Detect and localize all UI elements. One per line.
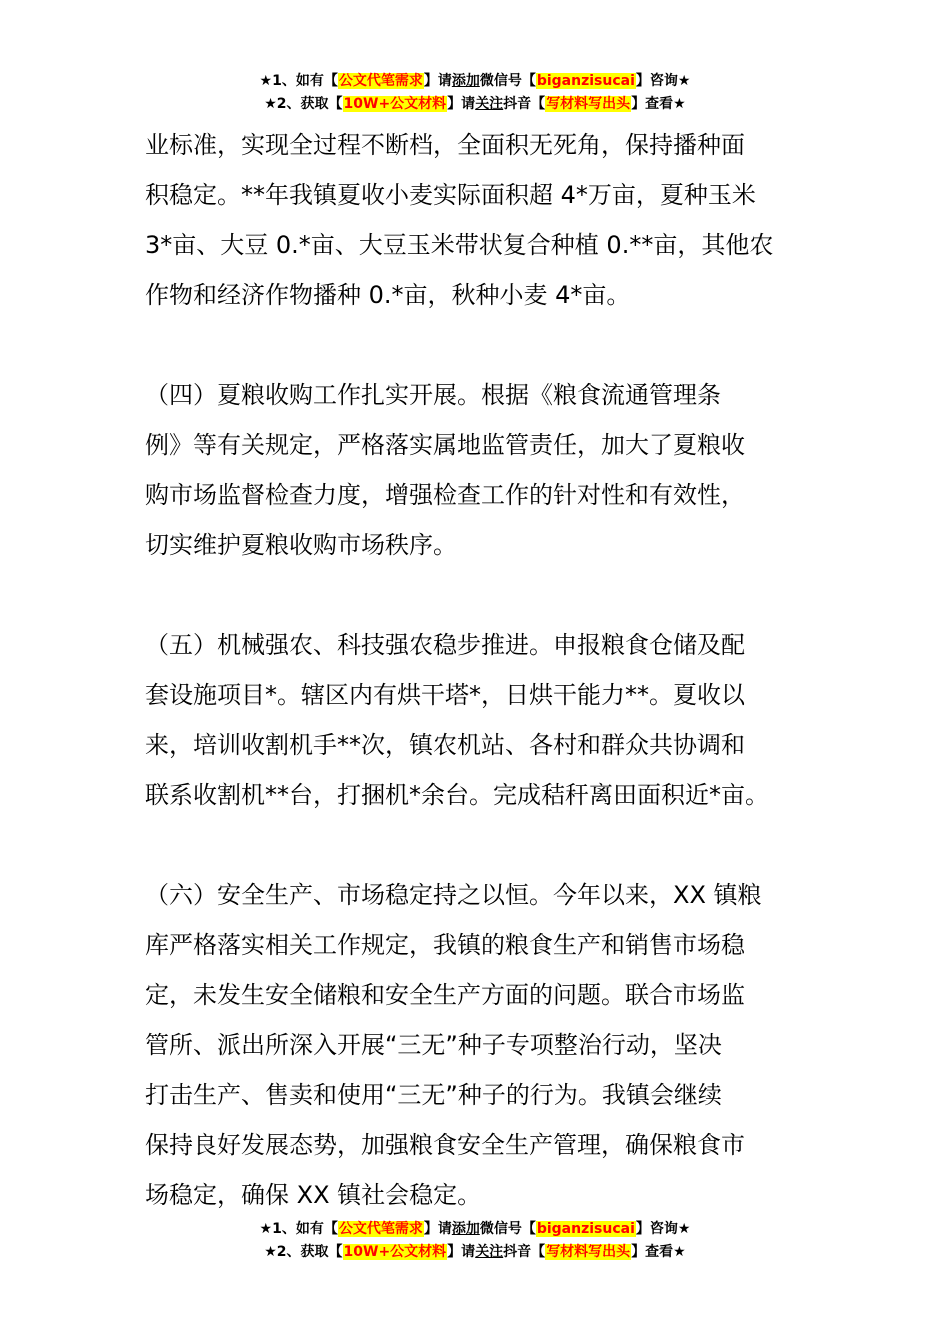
paragraph-safety-market: （六）安全生产、市场稳定持之以恒。今年以来，XX 镇粮 库严格落实相关工作规定，我镇的粮食生产和销售市场稳 定，未发生安全储粮和安全生产方面的问题。联合市场监 管所、派出所深入开展“三无”种子专项整治行动，坚决 打击生产、售卖和使用“三无”种子的行为。我镇会继续 保持良好发展态势，加强粮食安全生产管理，确保粮食市 场稳定，确保 XX 镇社会稳定。: [145, 881, 762, 1209]
highlight-douyin-account: 写材料写出头: [546, 96, 631, 112]
highlight-wechat-id: biganzisucai: [536, 73, 635, 89]
highlight-materials: 10W+公文材料: [343, 96, 447, 112]
banner-line-1: ★1、如有【公文代笔需求】请添加微信号【biganzisucai】咨询★: [259, 1221, 691, 1237]
footer-banner: [0, 1218, 950, 1264]
document-body: [145, 120, 815, 1220]
highlight-douyin-account: 写材料写出头: [546, 1244, 631, 1260]
highlight-wechat-id: biganzisucai: [536, 1221, 635, 1237]
header-banner: [0, 70, 950, 116]
paragraph-planting-area: 业标准，实现全过程不断档，全面积无死角，保持播种面 积稳定。**年我镇夏收小麦实际面积超 4*万亩，夏种玉米 3*亩、大豆 0.*亩、大豆玉米带状复合种植 0.**亩，其他农 作物和经济作物播种 0.*亩，秋种小麦 4*亩。: [145, 131, 774, 309]
highlight-ghostwriting: 公文代笔需求: [338, 1221, 423, 1237]
highlight-materials: 10W+公文材料: [343, 1244, 447, 1260]
paragraph-gap: [145, 820, 815, 870]
banner-line-2: ★2、获取【10W+公文材料】请关注抖音【写材料写出头】查看★: [264, 96, 686, 112]
paragraph-summer-grain-purchase: （四）夏粮收购工作扎实开展。根据《粮食流通管理条 例》等有关规定，严格落实属地监管责任，加大了夏粮收 购市场监督检查力度，增强检查工作的针对性和有效性， 切实维护夏粮收购市场秩序。: [145, 381, 745, 559]
banner-line-2: ★2、获取【10W+公文材料】请关注抖音【写材料写出头】查看★: [264, 1244, 686, 1260]
paragraph-gap: [145, 320, 815, 370]
paragraph-mechanization: （五）机械强农、科技强农稳步推进。申报粮食仓储及配 套设施项目*。辖区内有烘干塔*，日烘干能力**。夏收以 来，培训收割机手**次，镇农机站、各村和群众共协调和 联系收割机**台，打捆机*余台。完成秸秆离田面积近*亩。: [145, 631, 769, 809]
paragraph-gap: [145, 570, 815, 620]
banner-line-1: ★1、如有【公文代笔需求】请添加微信号【biganzisucai】咨询★: [259, 73, 691, 89]
highlight-ghostwriting: 公文代笔需求: [338, 73, 423, 89]
